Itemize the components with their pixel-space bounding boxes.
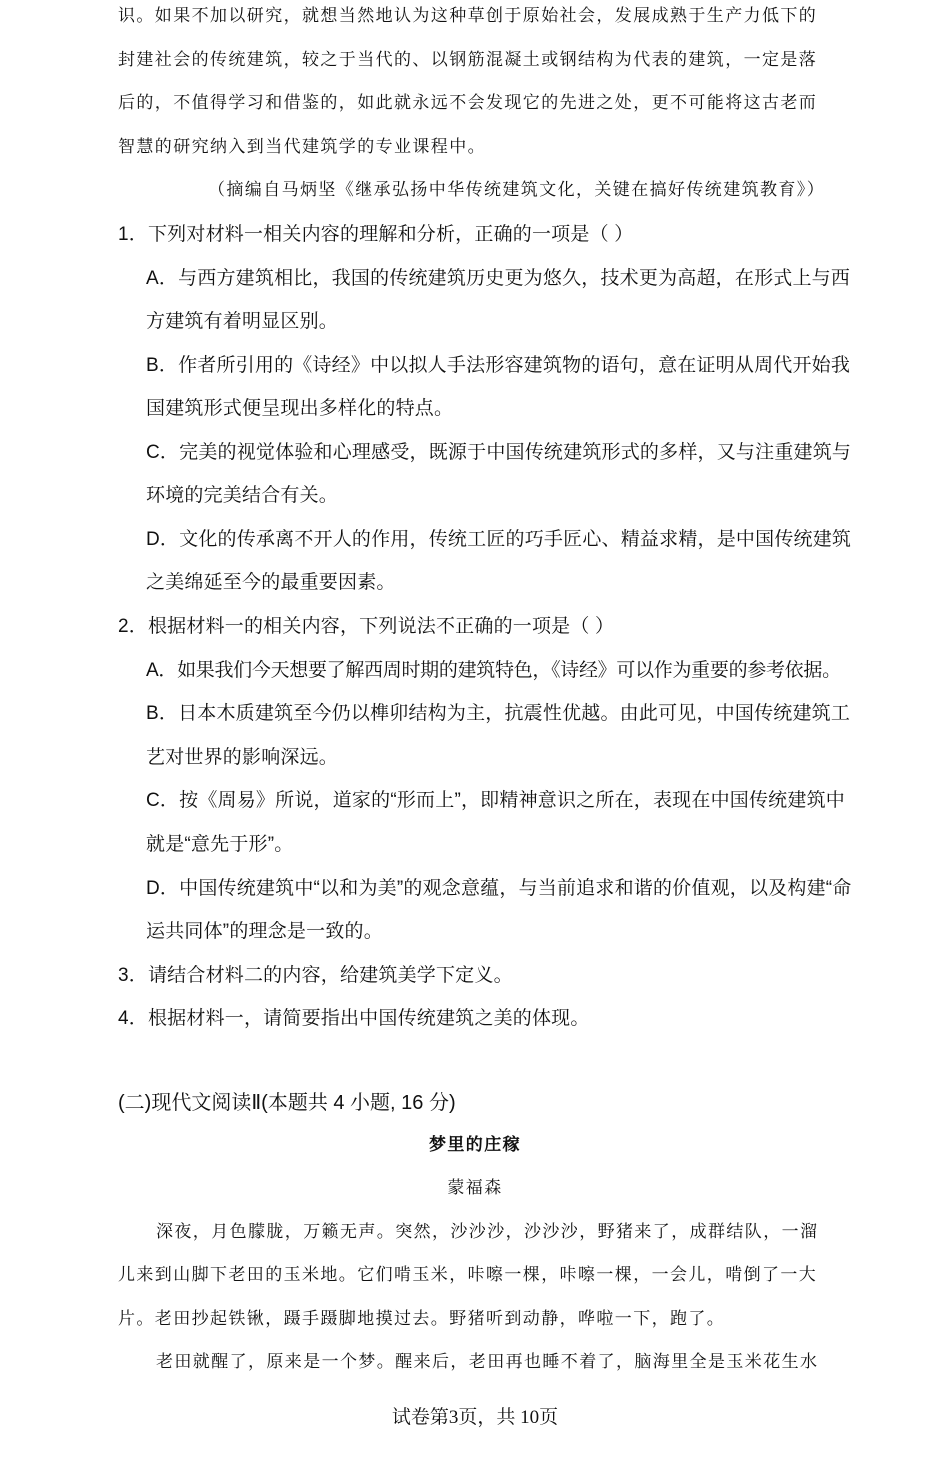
q1-option-b: B．作者所引用的《诗经》中以拟人手法形容建筑物的语句，意在证明从周代开始我 bbox=[146, 355, 851, 376]
q2-option-b: 艺对世界的影响深远。 bbox=[146, 747, 339, 768]
q2-option-c: 就是“意先于形”。 bbox=[146, 834, 294, 855]
q2-option-c: C．按《周易》所说，道家的“形而上”，即精神意识之所在，表现在中国传统建筑中 bbox=[146, 790, 845, 811]
q1-option-a: A．与西方建筑相比，我国的传统建筑历史更为悠久，技术更为高超，在形式上与西 bbox=[146, 268, 851, 289]
material-paragraph-line: 识。如果不加以研究，就想当然地认为这种草创于原始社会，发展成熟于生产力低下的 bbox=[118, 6, 818, 26]
question-4: 4．根据材料一，请简要指出中国传统建筑之美的体现。 bbox=[118, 1008, 590, 1029]
q1-option-d: 之美绵延至今的最重要因素。 bbox=[146, 572, 396, 593]
story-paragraph-line: 深夜，月色朦胧，万籁无声。突然，沙沙沙，沙沙沙，野猪来了，成群结队，一溜 bbox=[156, 1222, 819, 1242]
q2-option-b: B．日本木质建筑至今仍以榫卯结构为主，抗震性优越。由此可见，中国传统建筑工 bbox=[146, 703, 851, 724]
material-paragraph-line: 后的，不值得学习和借鉴的，如此就永远不会发现它的先进之处，更不可能将这古老而 bbox=[118, 93, 818, 113]
story-paragraph-line: 片。老田抄起铁锹，蹑手蹑脚地摸过去。野猪听到动静，哗啦一下，跑了。 bbox=[118, 1309, 726, 1329]
section-heading: (二)现代文阅读Ⅱ(本题共 4 小题, 16 分) bbox=[118, 1092, 456, 1114]
q1-option-d: D．文化的传承离不开人的作用，传统工匠的巧手匠心、精益求精，是中国传统建筑 bbox=[146, 529, 852, 550]
story-paragraph-line: 儿来到山脚下老田的玉米地。它们啃玉米，咔嚓一棵，咔嚓一棵，一会儿，啃倒了一大 bbox=[118, 1265, 818, 1285]
material-paragraph-line: 封建社会的传统建筑，较之于当代的、以钢筋混凝土或钢结构为代表的建筑，一定是落 bbox=[118, 50, 818, 70]
q2-option-d: D．中国传统建筑中“以和为美”的观念意蕴，与当前追求和谐的价值观，以及构建“命 bbox=[146, 878, 852, 899]
page-footer: 试卷第3页，共 10页 bbox=[391, 1407, 559, 1428]
story-title: 梦里的庄稼 bbox=[429, 1135, 521, 1155]
question-3: 3．请结合材料二的内容，给建筑美学下定义。 bbox=[118, 965, 513, 986]
story-paragraph-line: 老田就醒了，原来是一个梦。醒来后，老田再也睡不着了，脑海里全是玉米花生水 bbox=[156, 1352, 819, 1372]
q2-option-d: 运共同体”的理念是一致的。 bbox=[146, 921, 383, 942]
q1-option-b: 国建筑形式便呈现出多样化的特点。 bbox=[146, 398, 454, 419]
question-1-stem: 1．下列对材料一相关内容的理解和分析，正确的一项是（ ） bbox=[118, 224, 634, 245]
source-citation: （摘编自马炳坚《继承弘扬中华传统建筑文化，关键在搞好传统建筑教育》） bbox=[208, 180, 826, 200]
q1-option-c: 环境的完美结合有关。 bbox=[146, 485, 339, 506]
material-paragraph-line: 智慧的研究纳入到当代建筑学的专业课程中。 bbox=[118, 137, 486, 157]
q1-option-c: C．完美的视觉体验和心理感受，既源于中国传统建筑形式的多样，又与注重建筑与 bbox=[146, 442, 852, 463]
story-author: 蒙福森 bbox=[447, 1178, 503, 1198]
question-2-stem: 2．根据材料一的相关内容，下列说法不正确的一项是（ ） bbox=[118, 616, 615, 637]
q2-option-a: A．如果我们今天想要了解西周时期的建筑特色，《诗经》可以作为重要的参考依据。 bbox=[146, 660, 841, 681]
q1-option-a: 方建筑有着明显区别。 bbox=[146, 311, 339, 332]
